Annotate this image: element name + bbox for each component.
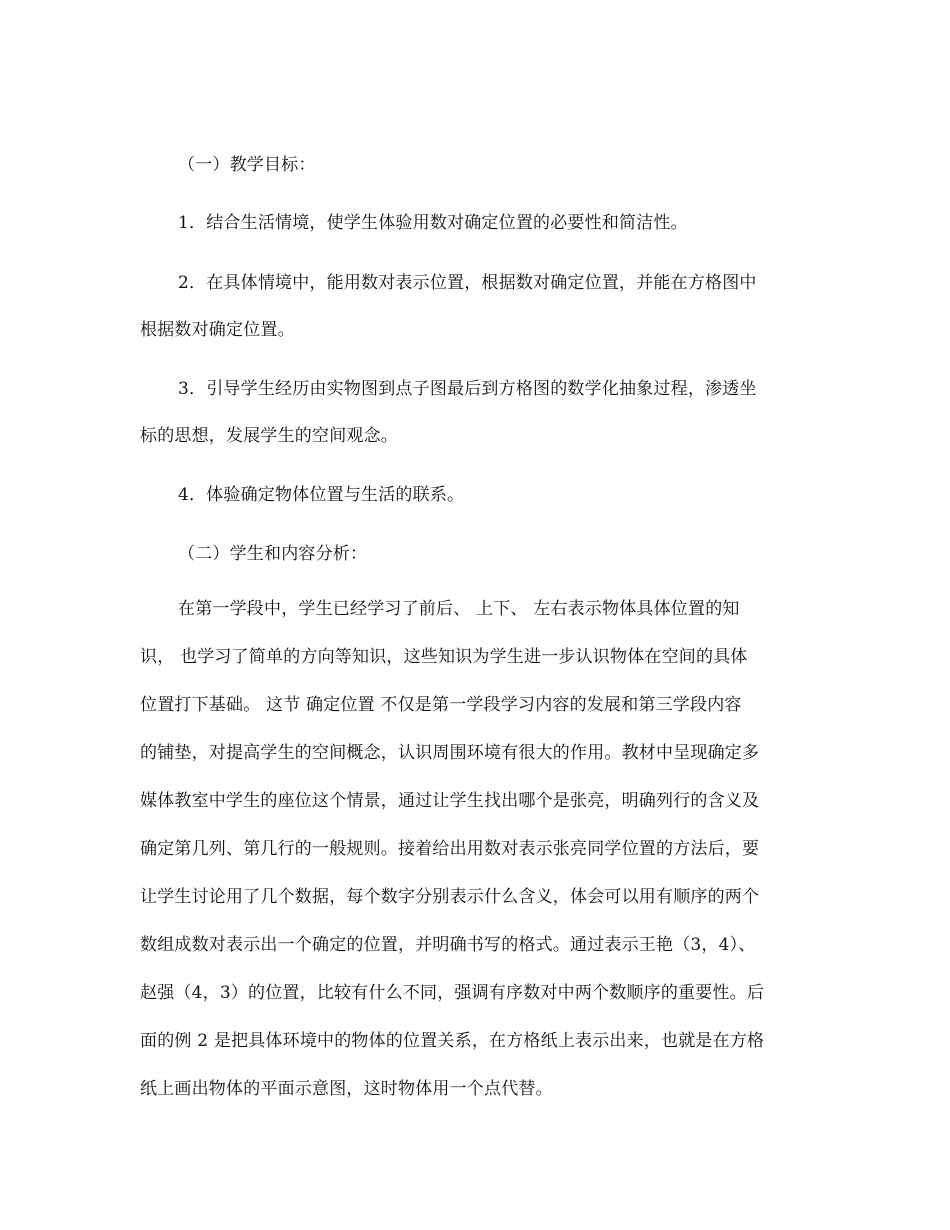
- paragraph-line: 纸上画出物体的平面示意图，这时物体用一个点代替。: [140, 1079, 553, 1099]
- objective-item-2-line-2: 根据数对确定位置。: [140, 320, 295, 340]
- paragraph-line: 赵强（4，3）的位置，比较有什么不同，强调有序数对中两个数顺序的重要性。后: [140, 983, 765, 1003]
- objective-item-2-line-1: 2．在具体情境中，能用数对表示位置，根据数对确定位置，并能在方格图中: [178, 273, 757, 293]
- section-heading-analysis: （二）学生和内容分析：: [178, 544, 368, 564]
- paragraph-line: 在第一学段中，学生已经学习了前后、 上下、 左右表示物体具体位置的知: [178, 599, 740, 619]
- paragraph-line: 位置打下基础。 这节 确定位置 不仅是第一学段学习内容的发展和第三学段内容: [140, 695, 742, 715]
- section-heading-objectives: （一）教学目标：: [178, 155, 316, 175]
- paragraph-line: 数组成数对表示出一个确定的位置，并明确书写的格式。通过表示王艳（3，4）、: [140, 935, 756, 955]
- objective-item-3-line-1: 3．引导学生经历由实物图到点子图最后到方格图的数学化抽象过程，渗透坐: [178, 379, 757, 399]
- paragraph-line: 识， 也学习了简单的方向等知识，这些知识为学生进一步认识物体在空间的具体: [140, 647, 748, 667]
- paragraph-line: 确定第几列、第几行的一般规则。接着给出用数对表示张亮同学位置的方法后，要: [140, 839, 760, 859]
- objective-item-3-line-2: 标的思想，发展学生的空间观念。: [140, 426, 398, 446]
- objective-item-4: 4．体验确定物体位置与生活的联系。: [178, 485, 465, 505]
- paragraph-line: 的铺垫，对提高学生的空间概念，认识周围环境有很大的作用。教材中呈现确定多: [140, 743, 760, 763]
- paragraph-line: 面的例 2 是把具体环境中的物体的位置关系，在方格纸上表示出来，也就是在方格: [140, 1031, 765, 1051]
- objective-item-1: 1．结合生活情境，使学生体验用数对确定位置的必要性和简洁性。: [178, 213, 688, 233]
- paragraph-line: 媒体教室中学生的座位这个情景，通过让学生找出哪个是张亮，明确列行的含义及: [140, 791, 760, 811]
- paragraph-line: 让学生讨论用了几个数据，每个数字分别表示什么含义，体会可以用有顺序的两个: [140, 887, 760, 907]
